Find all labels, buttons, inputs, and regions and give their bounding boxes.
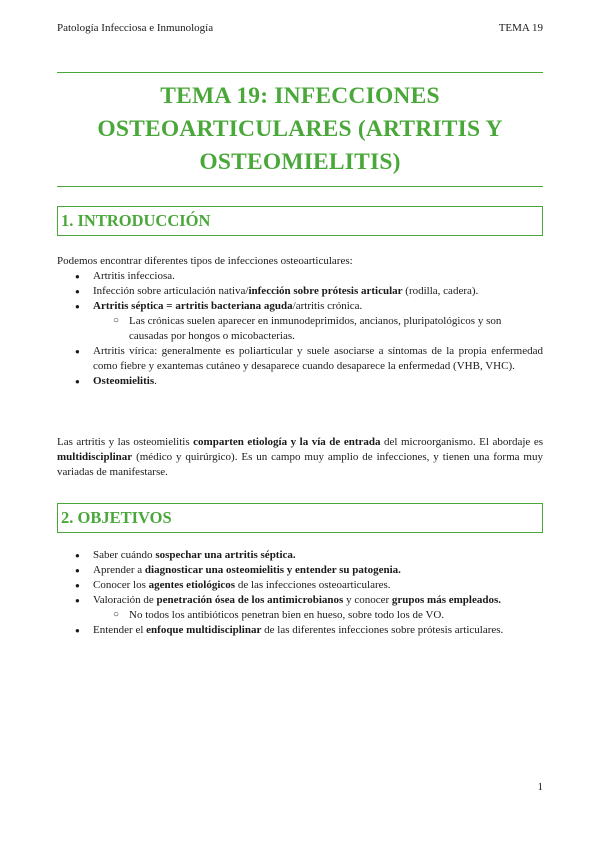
title-line-1: TEMA 19: INFECCIONES [160, 83, 440, 109]
title-top-rule [57, 72, 543, 73]
page-number: 1 [537, 781, 543, 793]
introduction-block [57, 254, 543, 389]
bullet-icon: ● [75, 347, 80, 356]
topic-label: TEMA 19 [498, 22, 543, 34]
bullet-icon: ● [75, 272, 80, 281]
list-item: ● Infección sobre articulación nativa/infección sobre prótesis articular (rodilla, cadera). [75, 285, 479, 297]
objectives-block [57, 548, 543, 638]
title-line-3: OSTEOMIELITIS) [199, 149, 401, 175]
infection-types-list [57, 269, 543, 389]
list-item: ● Artritis infecciosa. [75, 270, 175, 282]
list-item: ● Aprender a diagnosticar una osteomielitis y entender su patogenia. [75, 564, 401, 576]
introduction-paragraph: Las artritis y las osteomielitis comparten etiología y la vía de entrada del microorganismo. El abordaje es multidisciplinar (médico y quirúrgico). Es un campo muy amplio de infecciones, y tienen una forma muy variadas de manifestarse. [57, 436, 544, 478]
section-heading-objetivos: 2. OBJETIVOS [57, 503, 543, 533]
bullet-icon: ● [75, 626, 80, 635]
page-title [57, 80, 543, 179]
circle-bullet-icon: ○ [113, 315, 120, 326]
title-line-2: OSTEOARTICULARES (ARTRITIS Y [97, 116, 503, 142]
bullet-icon: ● [75, 287, 80, 296]
bullet-icon: ● [75, 581, 80, 590]
bullet-icon: ● [75, 551, 80, 560]
list-item: ● Osteomielitis. [75, 375, 157, 387]
list-item: ● Conocer los agentes etiológicos de las infecciones osteoarticulares. [75, 579, 391, 591]
list-item: ● Artritis vírica: generalmente es poliarticular y suele asociarse a síntomas de la propia enfermedad como fiebre y exantemas cutáneo y desaparece cuando desaparece la enfermedad (VHB, VHC). [75, 345, 543, 372]
list-item: ● Artritis séptica = artritis bacteriana aguda/artritis crónica. [75, 300, 363, 312]
list-item: ● Entender el enfoque multidisciplinar de las diferentes infecciones sobre prótesis articulares. [75, 624, 504, 636]
sub-list-item: ○ Las crónicas suelen aparecer en inmunodeprimidos, ancianos, pluripatológicos y son causadas por hongos o micobacterias. [113, 315, 502, 342]
course-name: Patología Infecciosa e Inmunología [57, 22, 214, 34]
page-header [57, 22, 543, 34]
list-item: ● Saber cuándo sospechar una artritis séptica. [75, 549, 296, 561]
circle-bullet-icon: ○ [113, 609, 120, 620]
sub-list-item: ○ No todos los antibióticos penetran bien en hueso, sobre todo los de VO. [113, 609, 445, 621]
list-item: ● Valoración de penetración ósea de los antimicrobianos y conocer grupos más empleados. [75, 594, 501, 606]
objectives-list [57, 548, 543, 638]
intro-sentence: Podemos encontrar diferentes tipos de infecciones osteoarticulares: [57, 255, 353, 267]
bullet-icon: ● [75, 566, 80, 575]
bullet-icon: ● [75, 377, 80, 386]
title-bottom-rule [57, 186, 543, 187]
section-heading-introduccion: 1. INTRODUCCIÓN [57, 206, 543, 236]
bullet-icon: ● [75, 302, 80, 311]
bullet-icon: ● [75, 596, 80, 605]
